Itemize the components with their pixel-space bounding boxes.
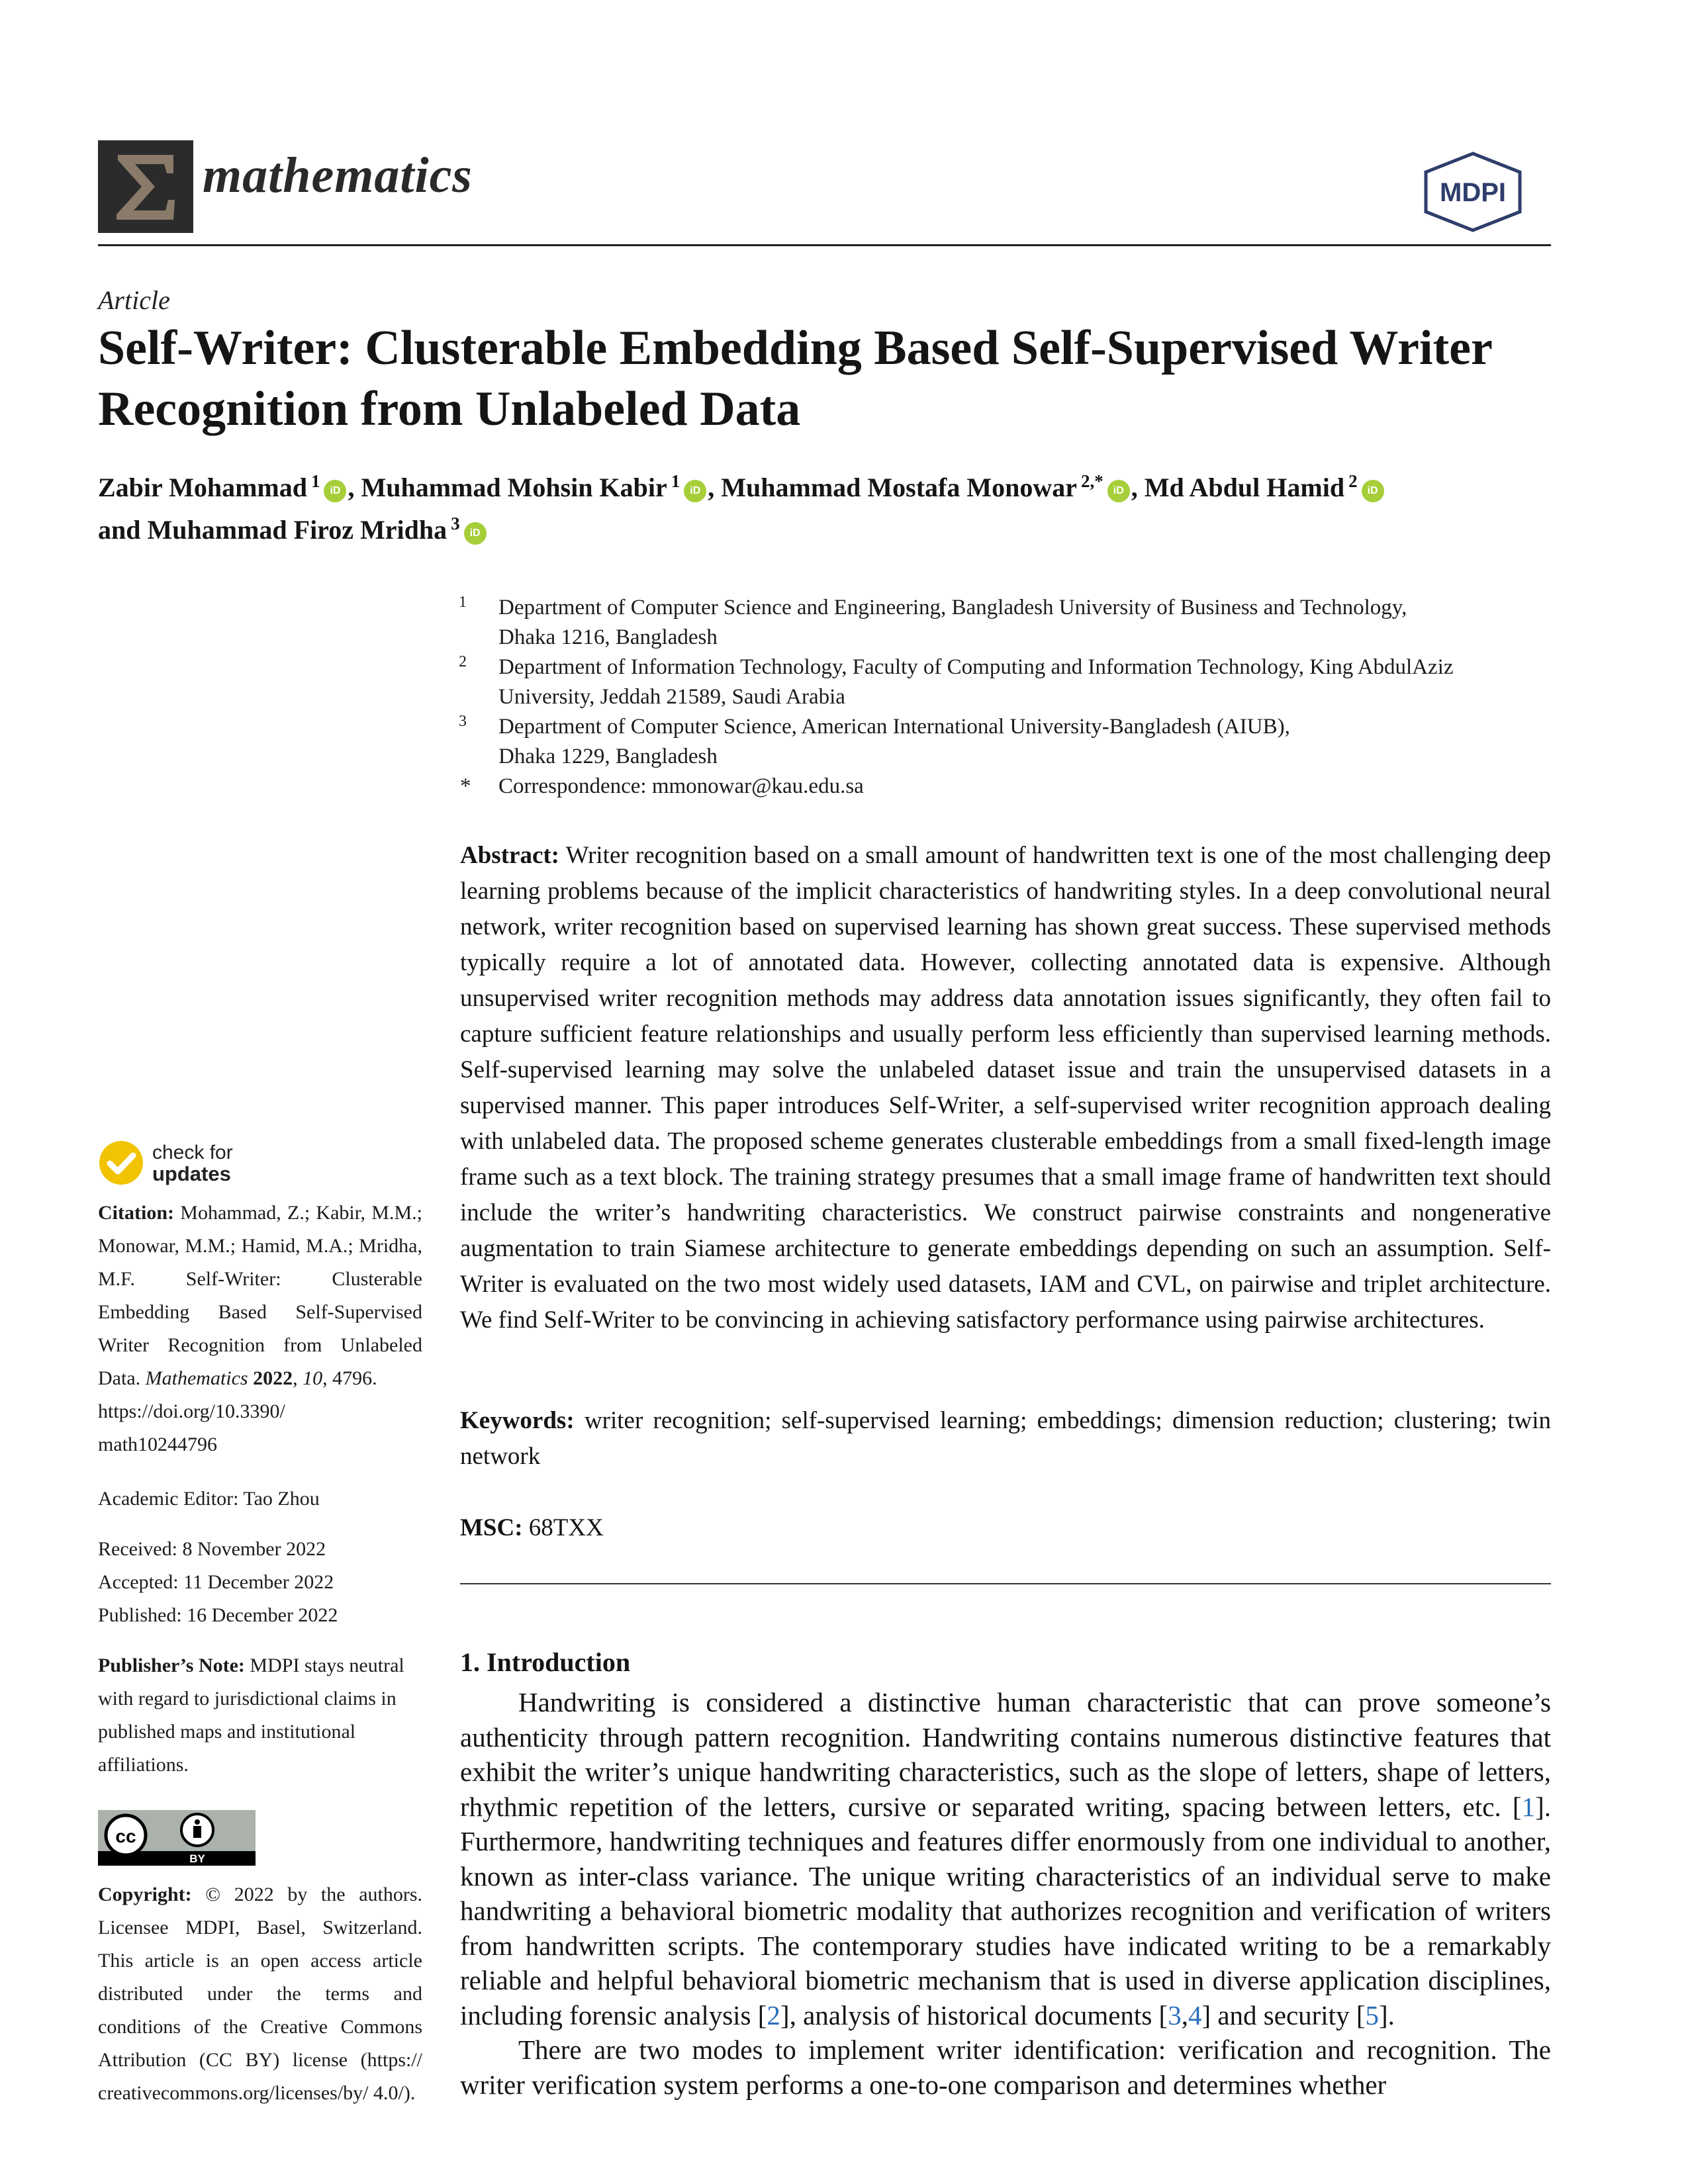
received-date: Received: 8 November 2022 <box>98 1538 326 1560</box>
citation-label: Citation: <box>98 1202 174 1224</box>
check-for-updates-label[interactable]: check for updates <box>152 1142 233 1185</box>
author-name: Muhammad Mohsin Kabir <box>361 473 667 502</box>
author-name: Zabir Mohammad <box>98 473 307 502</box>
abstract-label: Abstract: <box>460 842 560 869</box>
cc-by-license-badge[interactable] <box>98 1810 256 1866</box>
affiliation-3: 3 Department of Computer Science, American International University-Bangladesh (AIUB), Dhaka 1229, Bangladesh <box>459 713 1290 768</box>
reference-link[interactable]: 4 <box>1188 1999 1202 2030</box>
author-separator: and <box>98 515 148 545</box>
orcid-icon[interactable]: iD <box>1107 480 1130 502</box>
sigma-icon <box>98 140 193 233</box>
journal-logo <box>98 140 193 233</box>
publisher-note: Publisher’s Note: MDPI stays neutral with regard to jurisdictional claims in published maps and institutional affiliations. <box>98 1655 404 1776</box>
author-affiliation-mark: 1 <box>671 471 680 491</box>
abstract-text: Writer recognition based on a small amount of handwritten text is one of the most challenging deep learning problems because of the implicit characteristics of handwriting styles. In a deep convolutional neural network, writer recognition based on supervised learning has shown great success. These supervised methods typically require a lot of annotated data. However, collecting annotated data is expensive. Although unsupervised writer recognition methods may address data annotation issues significantly, they often fail to capture sufficient feature relationships and usually perform less efficiently than supervised learning methods. Self-supervised learning may solve the unlabeled dataset issue and train the unsupervised datasets in a supervised manner. This paper introduces Self-Writer, a self-supervised writer recognition approach dealing with unlabeled data. The proposed scheme generates clusterable embeddings from a small fixed-length image frame such as a text block. The training strategy presumes that a small image frame of handwritten text should include the writer’s handwriting characteristics. We construct pairwise constraints and nongenerative augmentation to train Siamese architecture to generate embeddings depending on such an assumption. Self-Writer is evaluated on the two most widely used datasets, IAM and CVL, on pairwise and triplet architecture. We find Self-Writer to be convincing in achieving satisfactory performance using pairwise architectures. <box>460 842 1551 1334</box>
doi-link[interactable]: https://doi.org/10.3390/ <box>98 1400 285 1422</box>
affiliation-2: 2 Department of Information Technology, Faculty of Computing and Information Technology, King AbdulAziz University, Jeddah 21589, Saudi Arabia <box>459 653 1454 709</box>
keywords-label: Keywords: <box>460 1407 575 1434</box>
journal-name: mathematics <box>203 148 473 203</box>
doi-link[interactable]: math10244796 <box>98 1433 217 1455</box>
orcid-icon[interactable]: iD <box>684 480 706 502</box>
author-affiliation-mark: 2 <box>1348 471 1358 491</box>
reference-link[interactable]: 1 <box>1521 1791 1536 1822</box>
author-list <box>98 463 1554 548</box>
svg-text:BY: BY <box>189 1852 205 1865</box>
article-title: Self-Writer: Clusterable Embedding Based Self-Supervised Writer Recognition from Unlabeled Data <box>98 321 1492 436</box>
msc-label: MSC: <box>460 1514 523 1541</box>
abstract <box>460 838 1551 1338</box>
msc <box>460 1510 1551 1546</box>
reference-link[interactable]: 3 <box>1168 1999 1182 2030</box>
academic-editor: Academic Editor: Tao Zhou <box>98 1488 320 1510</box>
author-name: Muhammad Firoz Mridha <box>147 515 447 545</box>
section-divider <box>460 1583 1551 1584</box>
affiliation-1: 1 Department of Computer Science and Engineering, Bangladesh University of Business and Technology, Dhaka 1216, Bangladesh <box>459 594 1407 649</box>
citation: Citation: Mohammad, Z.; Kabir, M.M.; Monowar, M.M.; Hamid, M.A.; Mridha, M.F. Self-Writer: Clusterable Embedding Based Self-Supervised Writer Recognition from Unlabeled Data. Mathematics 2022, 10, 4796. https://doi.org/10.3390/ math10244796 <box>98 1202 422 1455</box>
keywords-text: writer recognition; self-supervised learning; embeddings; dimension reduction; clustering; twin network <box>460 1407 1551 1470</box>
header-rule <box>98 244 1551 246</box>
author-name: Muhammad Mostafa Monowar <box>721 473 1077 502</box>
mdpi-logo <box>1423 151 1523 233</box>
article-type: Article <box>98 285 170 315</box>
reference-link[interactable]: 5 <box>1365 1999 1379 2030</box>
paragraph: There are two modes to implement writer identification: verification and recognition. The writer verification system performs a one-to-one comparison and determines whether <box>460 2034 1551 2100</box>
author-separator: , <box>708 473 722 502</box>
published-date: Published: 16 December 2022 <box>98 1604 338 1626</box>
accepted-date: Accepted: 11 December 2022 <box>98 1571 334 1593</box>
orcid-icon[interactable]: iD <box>324 480 346 502</box>
copyright: Copyright: © 2022 by the authors. Licensee MDPI, Basel, Switzerland. This article is an open access article distributed under the terms and conditions of the Creative Commons Attribution (CC BY) license (https:// creativecommons.org/licenses/by/ 4.0/). <box>98 1884 423 2104</box>
orcid-icon[interactable]: iD <box>464 522 487 545</box>
keywords <box>460 1403 1551 1475</box>
msc-text: 68TXX <box>528 1514 604 1541</box>
author-name: Md Abdul Hamid <box>1144 473 1345 502</box>
introduction-body <box>460 1685 1551 2102</box>
paragraph: Handwriting is considered a distinctive human characteristic that can prove someone’s authenticity through pattern recognition. Handwriting contains numerous distinctive features that exhibit the writer’s unique handwriting characteristics, such as the slope of letters, shape of letters, rhythmic repetition of the letters, cursive or separated writing, spacing between letters, etc. [1]. Furthermore, handwriting techniques and features differ enormously from one individual to another, known as inter-class variance. The unique writing characteristics of an individual serve to make handwriting a behavioral biometric modality that authorizes recognition and verification of writers from handwritten scripts. The contemporary studies have indicated writing to be a remarkably reliable and helpful behavioral biometric mechanism that is used in diverse application disciplines, including forensic analysis [2], analysis of historical documents [3,4] and security [5]. <box>460 1687 1551 2030</box>
mdpi-logo-text: MDPI <box>1440 178 1506 207</box>
reference-link[interactable]: 2 <box>767 1999 780 2030</box>
check-for-updates-icon[interactable] <box>98 1140 144 1186</box>
author-affiliation-mark: 1 <box>310 471 320 491</box>
author-separator: , <box>1131 473 1145 502</box>
author-affiliation-mark: 3 <box>451 514 460 533</box>
author-affiliation-mark: 2,* <box>1081 471 1103 491</box>
author-separator: , <box>348 473 361 502</box>
svg-text:cc: cc <box>115 1826 136 1846</box>
orcid-icon[interactable]: iD <box>1362 480 1384 502</box>
section-heading: 1. Introduction <box>460 1647 631 1677</box>
correspondence: * Correspondence: mmonowar@kau.edu.sa <box>460 774 864 798</box>
